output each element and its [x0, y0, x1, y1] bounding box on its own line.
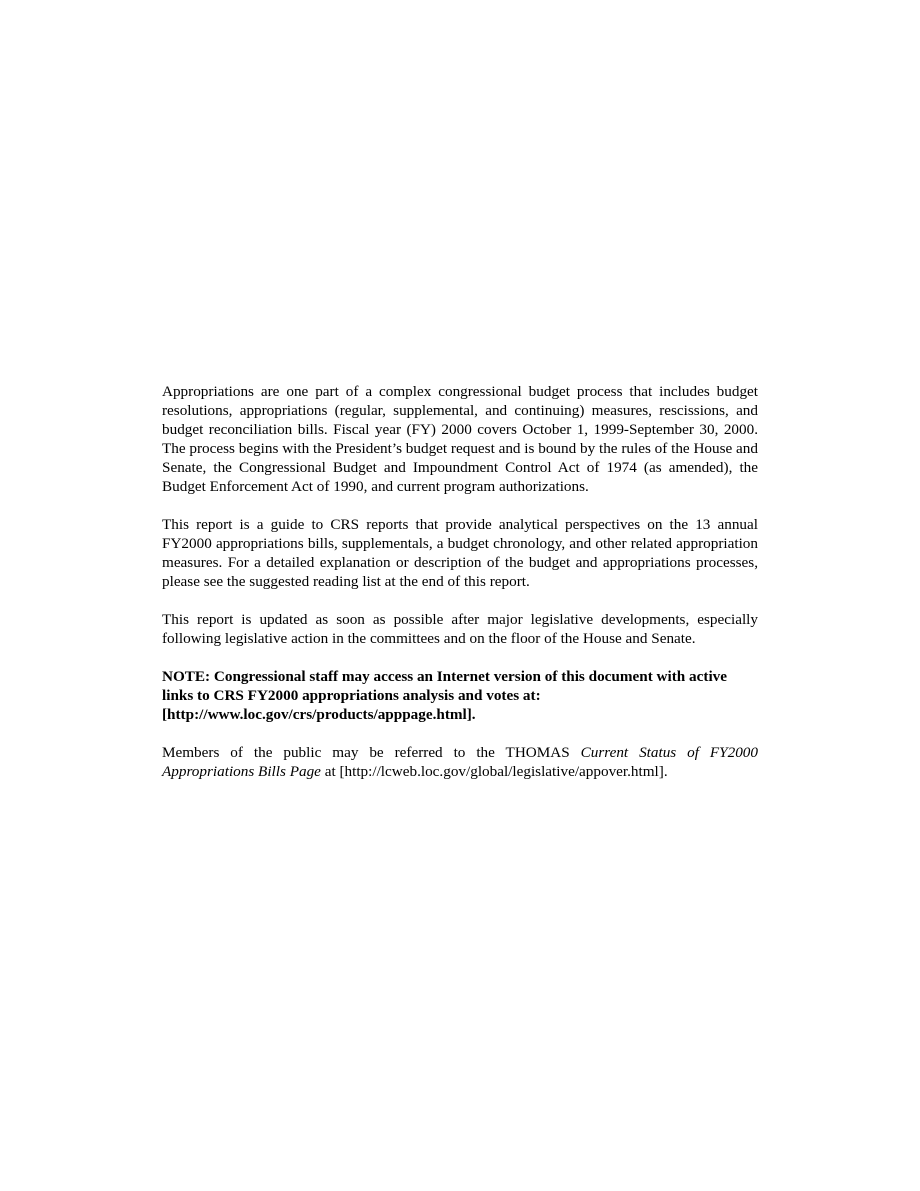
public-access-at: at: [320, 763, 340, 780]
public-access-intro: Members of the public may be referred to the THOMAS: [162, 744, 581, 761]
paragraph-public-access: [162, 743, 758, 781]
note-congressional-staff: [162, 667, 758, 724]
document-body: [162, 382, 758, 781]
note-url-link[interactable]: [http://www.loc.gov/crs/products/apppage.html].: [162, 706, 476, 723]
paragraph-update-policy: This report is updated as soon as possible after major legislative developments, especially following legislative action in the committees and on the floor of the House and Senate.: [162, 611, 758, 647]
paragraph-appropriations-overview: Appropriations are one part of a complex congressional budget process that includes budget resolutions, appropriations (regular, supplemental, and continuing) measures, rescissions, and budget reconciliation bills. Fiscal year (FY) 2000 covers October 1, 1999-September 30, 2000. The process begins with the President’s budget request and is bound by the rules of the House and Senate, the Congressional Budget and Impoundment Control Act of 1974 (as amended), the Budget Enforcement Act of 1990, and current program authorizations.: [162, 383, 758, 495]
thomas-page-title: Current Status of FY2000 Appropriations Bills Page: [162, 744, 758, 780]
public-access-url-link[interactable]: [http://lcweb.loc.gov/global/legislative/appover.html].: [339, 763, 668, 780]
note-text: NOTE: Congressional staff may access an Internet version of this document with active links to CRS FY2000 appropriations analysis and votes at:: [162, 668, 727, 704]
paragraph-report-guide: This report is a guide to CRS reports that provide analytical perspectives on the 13 annual FY2000 appropriations bills, supplementals, a budget chronology, and other related appropriation measures. For a detailed explanation or description of the budget and appropriations processes, please see the suggested reading list at the end of this report.: [162, 516, 758, 590]
